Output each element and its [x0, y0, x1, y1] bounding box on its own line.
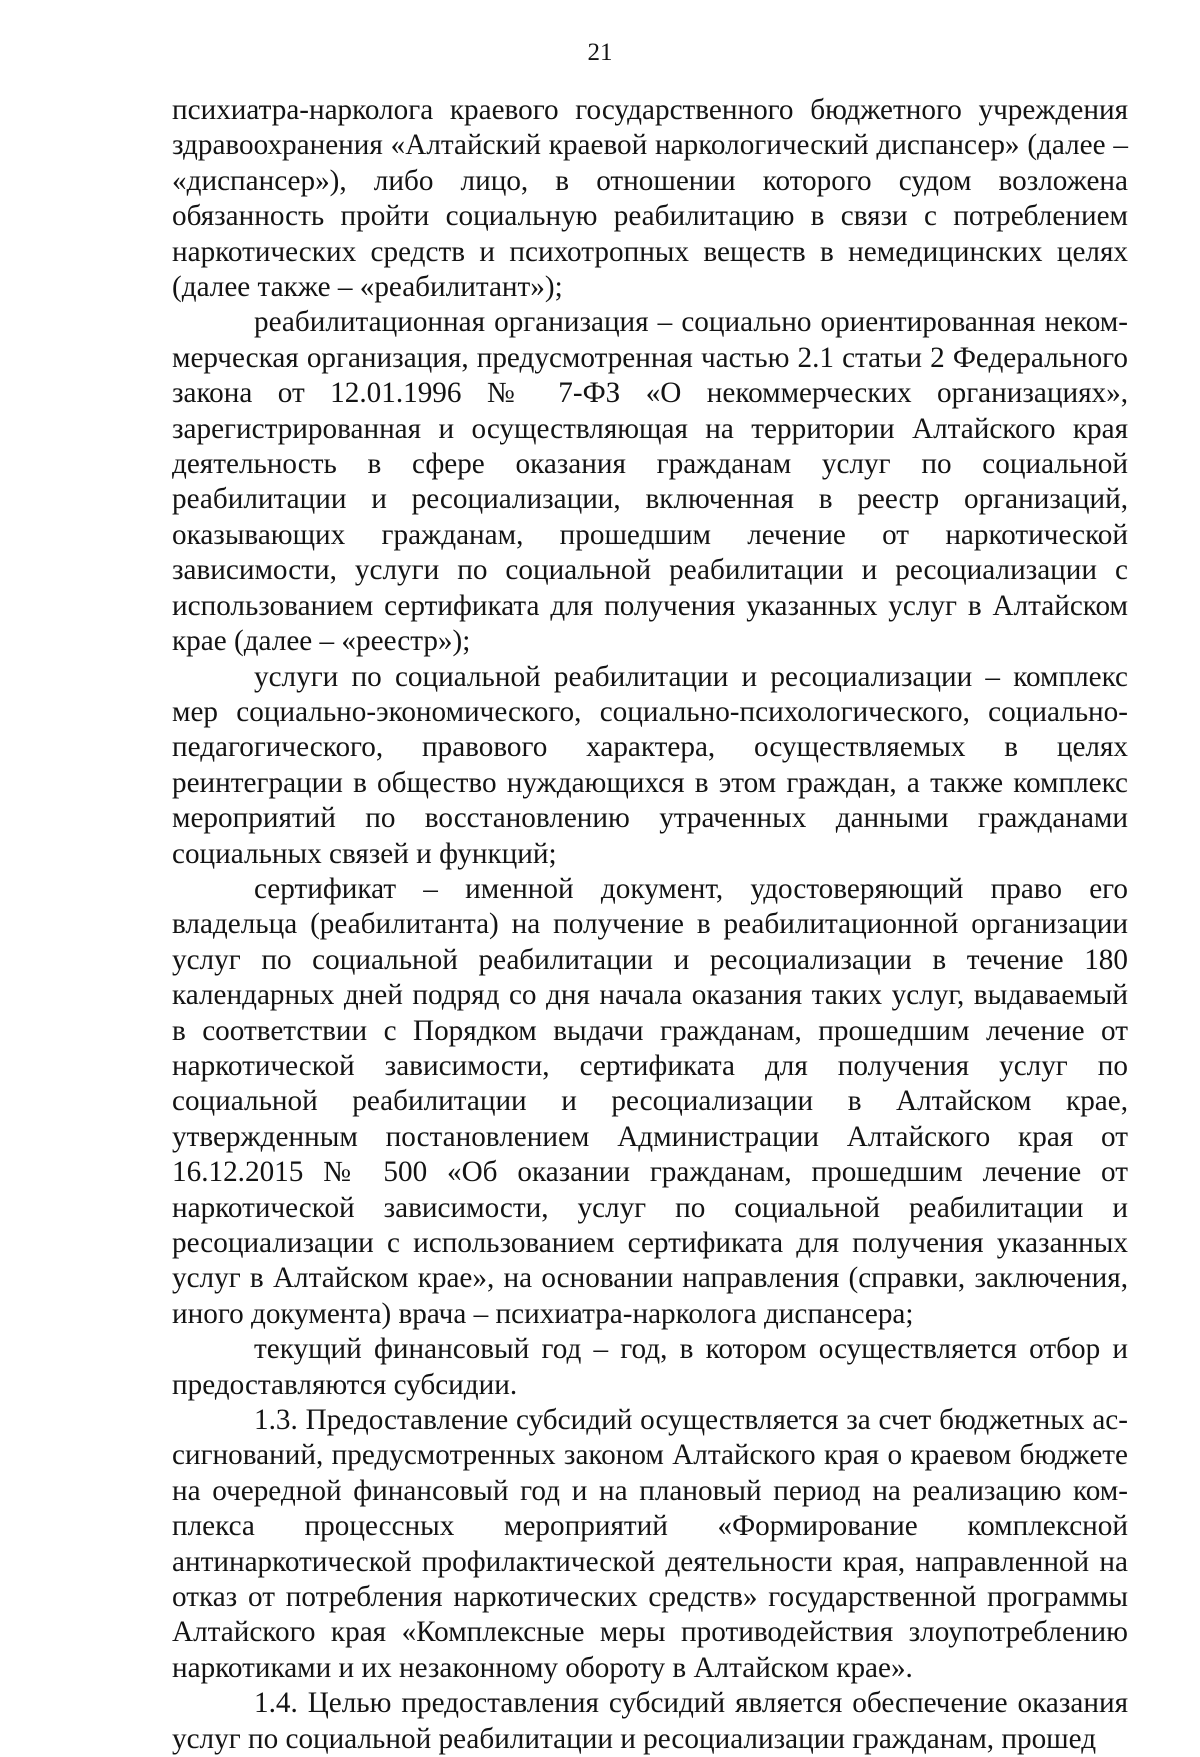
- paragraph: 1.3. Предоставление субсидий осуществляется за счет бюджетных ассигнований, предусмотренных законом Алтайского края о краевом бюджете на очередной финансовый год и на плановый период на реализацию комплекса процессных мероприятий «Формирование комплексной антинаркотической профилактической деятельности края, направленной на отказ от потребления наркотических средств» государственной программы Алтайского края «Комплексные меры противодействия злоупотреблению наркотиками и их незаконному обороту в Алтайском крае».: [172, 1404, 1128, 1684]
- paragraph: 1.4. Целью предоставления субсидий является обеспечение оказания услуг по социальной реабилитации и ресоциализации гражданам, прошед: [172, 1687, 1128, 1755]
- paragraph: сертификат – именной документ, удостоверяющий право его владельца (реабилитанта) на получение в реабилитационной организации услуг по социальной реабилитации и ресоциализации в течение 180 календарных дней подряд со дня начала оказания таких услуг, выдаваемый в соответствии с Порядком выдачи гражданам, прошедшим лечение от наркотической зависимости, сертификата для получения услуг по социальной реабилитации и ресоциализации в Алтайском крае, утвержденным постановлением Администрации Алтайского края от 16.12.2015 № 500 «Об оказании гражданам, прошедшим лечение от наркотической зависимости, услуг по социальной реабилитации и ресоциализации с использованием сертификата для получения указанных услуг в Алтайском крае», на основании направления (справки, заключения, иного документа) врача – психиатра-нарколога диспансера;: [172, 872, 1128, 1330]
- paragraph: психиатра-нарколога краевого государственного бюджетного учреждения здравоохранения «Алтайский краевой наркологический диспансер» (далее – «диспансер»), либо лицо, в отношении которого судом возложена обязанность пройти социальную реабилитацию в связи с потреблением наркотических средств и психотропных веществ в немедицинских целях (далее также – «реабилитант»);: [172, 94, 1128, 304]
- paragraph: текущий финансовый год – год, в котором осуществляется отбор и предоставляются субсидии.: [172, 1333, 1128, 1401]
- page-number: 21: [587, 39, 613, 66]
- paragraph: услуги по социальной реабилитации и ресоциализации – комплекс мер социально-экономического, социально-психологического, социально-педагогического, правового характера, осуществляемых в целях реинтеграции в общество нуждающихся в этом граждан, а также комплекс мероприятий по восстановлению утраченных данными гражданами социальных связей и функций;: [172, 660, 1128, 870]
- paragraph: реабилитационная организация – социально ориентированная некоммерческая организация, предусмотренная частью 2.1 статьи 2 Федерального закона от 12.01.1996 № 7-ФЗ «О некоммерческих организациях», зарегистрированная и осуществляющая на территории Алтайского края деятельность в сфере оказания гражданам услуг по социальной реабилитации и ресоциализации, включенная в реестр организаций, оказывающих гражданам, прошедшим лечение от наркотической зависимости, услуги по социальной реабилитации и ресоциализации с использованием сертификата для получения указанных услуг в Алтайском крае (далее – «реестр»);: [172, 306, 1128, 658]
- document-body: [172, 93, 1128, 1757]
